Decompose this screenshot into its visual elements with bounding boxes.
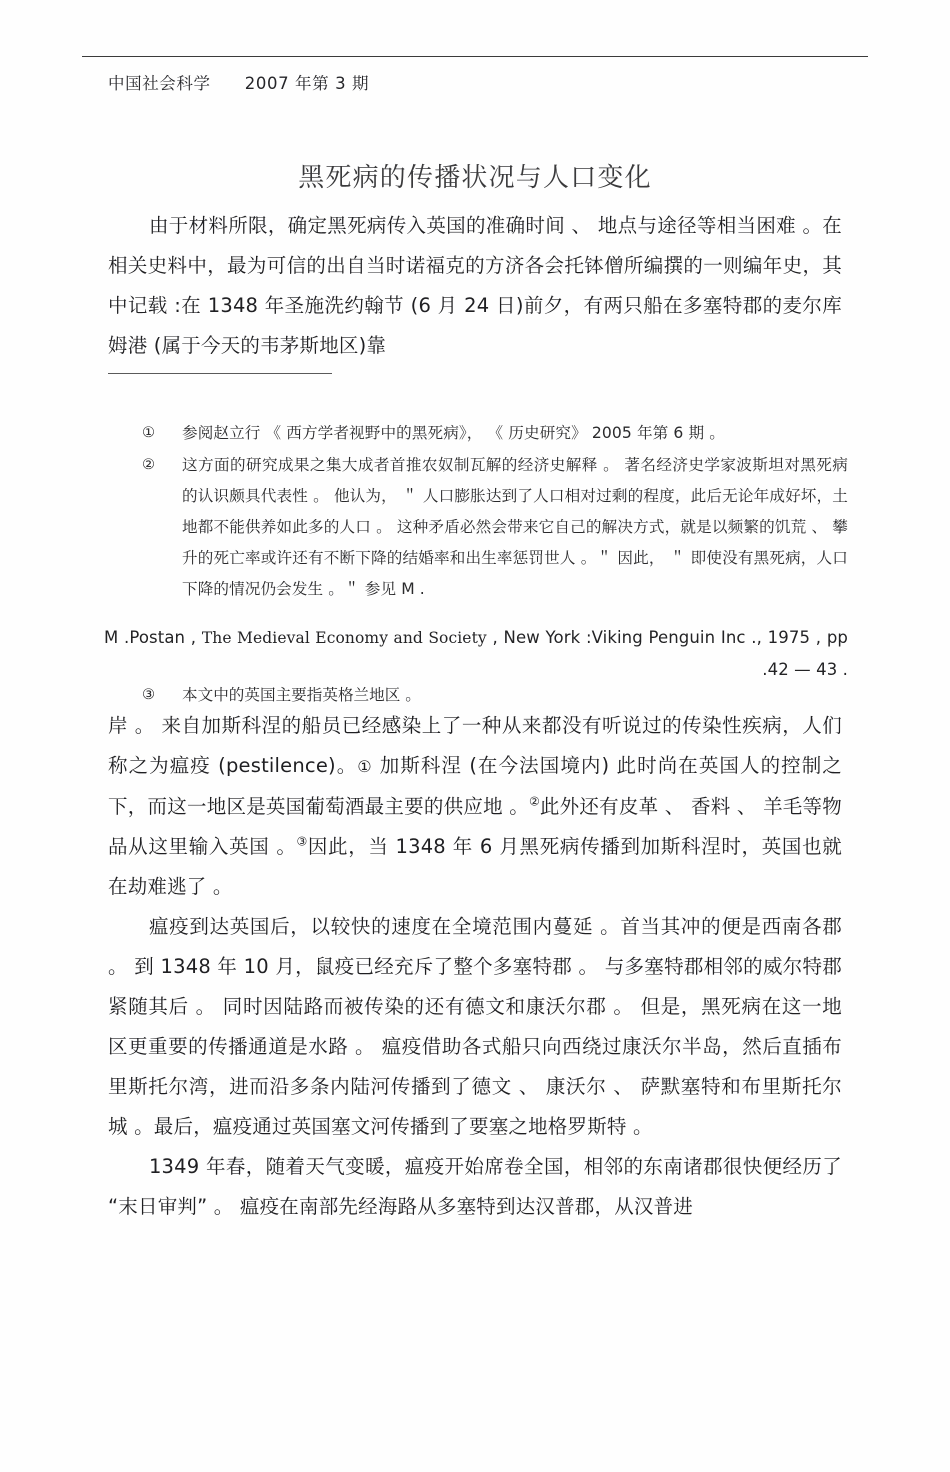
body-paragraph-1-part-2: 加斯科涅 (在今法国境内) 此时尚在英国人的控制之下，而这一地区是英国葡萄酒最主要的供应地 。 (108, 754, 842, 818)
footnote-list (142, 418, 848, 606)
footnote-divider (108, 373, 332, 374)
footnote-ref-1: ① (357, 757, 373, 776)
citation-work-title: The Medieval Economy and Society (201, 629, 487, 647)
body-paragraph-1-part-3: 此外还有皮革 、 香料 、 羊毛等物品从这里输入英国 。 (108, 795, 842, 858)
footnote-ref-2: ② (529, 794, 540, 809)
footnote-citation (104, 622, 848, 685)
body-text-block (108, 706, 842, 1227)
body-paragraph-3: 1349 年春，随着天气变暖，瘟疫开始席卷全国，相邻的东南诸郡很快便经历了 “末日审判” 。 瘟疫在南部先经海路从多塞特到达汉普郡，从汉普进 (108, 1155, 842, 1218)
body-paragraph-1 (108, 706, 842, 907)
footnote-marker: ③ (142, 687, 155, 703)
header-divider (82, 56, 868, 57)
intro-paragraph-block (108, 206, 842, 366)
footnote-text: 这方面的研究成果之集大成者首推农奴制瓦解的经济史解释 。 著名经济史学家波斯坦对黑死病的认识颇具代表性 。 他认为， ＂ 人口膨胀达到了人口相对过剩的程度，此后无论年成好坏，土地都不能供养如此多的人口 。 这种矛盾必然会带来它自己的解决方式，就是以频繁的饥荒 、 攀升的死亡率或许还有不断下降的结婚率和出生率惩罚世人 。＂ 因此， ＂ 即使没有黑死病，人口下降的情况仍会发生 。＂ 参见 M . (182, 456, 848, 598)
footnote-text: 本文中的英国主要指英格兰地区 。 (182, 686, 421, 704)
citation-author: M .Postan , (104, 628, 202, 647)
body-paragraph-2: 瘟疫到达英国后，以较快的速度在全境范围内蔓延 。首当其冲的便是西南各郡 。 到 1348 年 10 月，鼠疫已经充斥了整个多塞特郡 。 与多塞特郡相邻的威尔特郡紧随其后 。 同时因陆路而被传染的还有德文和康沃尔郡 。 但是，黑死病在这一地区更重要的传播通道是水路 。 瘟疫借助各式船只向西绕过康沃尔半岛，然后直插布里斯托尔湾，进而沿多条内陆河传播到了德文 、 康沃尔 、 萨默塞特和布里斯托尔城 。最后，瘟疫通过英国塞文河传播到了要塞之地格罗斯特 。 (108, 915, 842, 1138)
footnote-text: 参阅赵立行 《 西方学者视野中的黑死病》， 《 历史研究》 2005 年第 6 期 。 (182, 424, 725, 442)
footnote-ref-3: ③ (296, 834, 308, 849)
footnote-marker: ① (142, 425, 155, 441)
page-title: 黑死病的传播状况与人口变化 (298, 163, 652, 194)
body-paragraph-1-part-4: 因此，当 1348 年 6 月黑死病传播到加斯科涅时，英国也就在劫难逃了 。 (108, 835, 842, 898)
body-paragraph-1-part-1: 岸 。 来自加斯科涅的船员已经感染上了一种从来都没有听说过的传染性疾病，人们称之为瘟疫 (pestilence)。 (108, 714, 842, 777)
intro-paragraph: 由于材料所限，确定黑死病传入英国的准确时间 、 地点与途径等相当困难 。在相关史料中，最为可信的出自当时诺福克的方济各会托钵僧所编撰的一则编年史，其中记载 :在 1348 年圣施洗约翰节 (6 月 24 日)前夕，有两只船在多塞特郡的麦尔库姆港 (属于今天的韦茅斯地区)靠 (108, 214, 842, 357)
footnote-marker: ② (142, 457, 155, 473)
citation-rest: , New York :Viking Penguin Inc ., 1975 , pp .42 — 43 . (486, 628, 848, 679)
footnote-item (142, 450, 848, 605)
running-head: 中国社会科学 2007 年第 3 期 (108, 74, 370, 93)
footnote-item (142, 418, 848, 449)
